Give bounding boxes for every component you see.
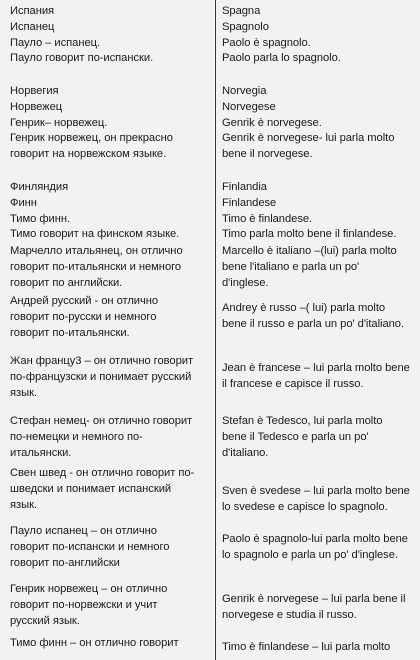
ru-block-genrik: Генрик норвежец – он отлично говорит по-норвежски и учит русский язык. [10, 583, 168, 627]
it-block-norway: Norvegia Norvegese Genrik è norvegese. Genrik è norvegese- lui parla molto bene il norvegese. [222, 85, 395, 161]
ru-block-spain: Испания Испанец Пауло – испанец. Пауло говорит по-испански. [10, 5, 154, 65]
it-block-genrik: Genrik è norvegese – lui parla bene il norvegese e studia il russo. [222, 593, 406, 621]
it-block-jean: Jean è francese – lui parla molto bene il francese e capisce il russo. [222, 362, 410, 390]
ru-block-jean: Жан францу3 – он отлично говорит по-французски и понимает русский язык. [10, 355, 194, 399]
ru-block-sven: Свен швед - он отлично говорит по- шведски и понимает испанский язык. [10, 467, 195, 511]
it-block-paolo: Paolo è spagnolo-lui parla molto bene lo spagnolo e parla un po' d'inglese. [222, 533, 408, 561]
it-block-sven: Sven è svedese – lui parla molto bene lo svedese e capisce lo spagnolo. [222, 485, 410, 513]
it-block-stefan: Stefan è Tedesco, lui parla molto bene il Tedesco e parla un po' d'italiano. [222, 415, 383, 459]
it-block-marcello: Marcello è italiano –(lui) parla molto bene l'italiano e parla un po' d'inglese. [222, 245, 397, 289]
it-block-finland: Finlandia Finlandese Timo è finlandese. Timo parla molto bene il finlandese. [222, 181, 397, 241]
ru-block-timo: Тимо финн – он отлично говорит [10, 637, 179, 649]
ru-block-finland: Финляндия Финн Тимо финн. Тимо говорит на финском языке. [10, 181, 180, 241]
column-divider [215, 0, 216, 660]
ru-block-stefan: Стефан немец- он отлично говорит по-немецки и немного по- итальянски. [10, 415, 193, 459]
ru-block-andrey: Андрей русский - он отлично говорит по-русски и немного говорит по-итальянски. [10, 295, 159, 339]
it-block-timo: Timo è finlandese – lui parla molto [222, 641, 391, 653]
ru-block-norway: Норвегия Норвежец Генрик– норвежец. Генрик норвежец, он прекрасно говорит на норвежском языке. [10, 85, 173, 161]
it-block-spain: Spagna Spagnolo Paolo è spagnolo. Paolo parla lo spagnolo. [222, 5, 341, 65]
ru-block-marcello: Марчелло итальянец, он отлично говорит по-итальянски и немного говорит по английски. [10, 245, 183, 289]
ru-block-paulo: Пауло испанец – он отлично говорит по-испански и немного говорит по-английски [10, 525, 170, 569]
it-block-andrey: Andrey è russo –( lui) parla molto bene il russo e parla un po' d'italiano. [222, 302, 405, 330]
